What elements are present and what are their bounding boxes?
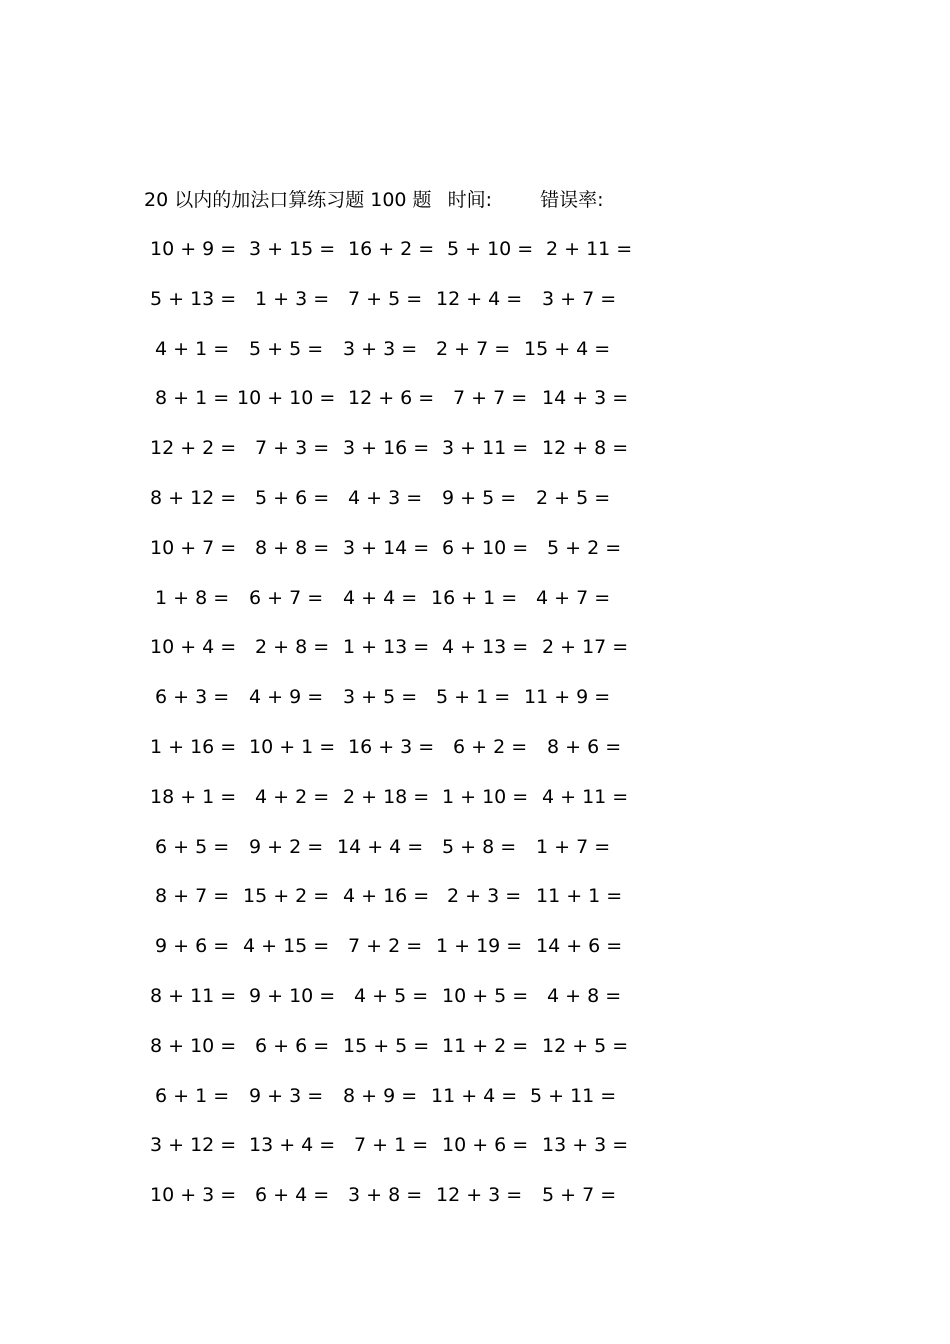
problem-row: [146, 1082, 636, 1132]
addition-problem: 5 + 13 =: [150, 287, 237, 310]
problem-row: [146, 285, 636, 335]
addition-problem: 7 + 2 =: [348, 935, 423, 958]
addition-problem: 6 + 7 =: [249, 586, 324, 609]
addition-problem: 10 + 5 =: [442, 984, 529, 1007]
addition-problem: 3 + 12 =: [150, 1134, 237, 1157]
addition-problem: 13 + 4 =: [249, 1134, 336, 1157]
addition-problem: 11 + 4 =: [431, 1084, 518, 1107]
problem-row: [146, 932, 636, 982]
addition-problem: 5 + 11 =: [530, 1084, 617, 1107]
addition-problem: 10 + 3 =: [150, 1184, 237, 1207]
addition-problem: 2 + 8 =: [255, 636, 330, 659]
addition-problem: 5 + 10 =: [447, 238, 534, 260]
addition-problem: 5 + 8 =: [442, 835, 517, 858]
addition-problem: 12 + 3 =: [436, 1184, 523, 1207]
problem-row: [146, 833, 636, 883]
addition-problem: 2 + 7 =: [436, 337, 511, 360]
addition-problem: 15 + 2 =: [243, 885, 330, 908]
addition-problem: 12 + 4 =: [436, 287, 523, 310]
addition-problem: 1 + 16 =: [150, 735, 237, 758]
addition-problem: 3 + 16 =: [343, 437, 430, 460]
addition-problem: 3 + 14 =: [343, 536, 430, 559]
addition-problem: 8 + 7 =: [155, 885, 230, 908]
problem-row: [146, 982, 636, 1032]
addition-problem: 4 + 7 =: [536, 586, 611, 609]
addition-problem: 6 + 6 =: [255, 1034, 330, 1057]
addition-problem: 1 + 3 =: [255, 287, 330, 310]
problem-row: [146, 683, 636, 733]
addition-problem: 3 + 11 =: [442, 437, 529, 460]
problem-row: [146, 235, 636, 285]
addition-problem: 4 + 1 =: [155, 337, 230, 360]
addition-problem: 4 + 3 =: [348, 486, 423, 509]
addition-problem: 9 + 3 =: [249, 1084, 324, 1107]
addition-problem: 8 + 8 =: [255, 536, 330, 559]
worksheet-title: 20 以内的加法口算练习题 100 题: [144, 189, 432, 211]
addition-problem: 6 + 1 =: [155, 1084, 230, 1107]
addition-problem: 16 + 3 =: [348, 735, 435, 758]
addition-problem: 5 + 7 =: [542, 1184, 617, 1207]
addition-problem: 7 + 5 =: [348, 287, 423, 310]
addition-problem: 10 + 9 =: [150, 238, 237, 260]
addition-problem: 10 + 6 =: [442, 1134, 529, 1157]
addition-problem: 2 + 5 =: [536, 486, 611, 509]
time-label: 时间:: [447, 189, 493, 211]
addition-problem: 10 + 4 =: [150, 636, 237, 659]
addition-problem: 8 + 9 =: [343, 1084, 418, 1107]
addition-problem: 13 + 3 =: [542, 1134, 629, 1157]
addition-problem: 12 + 5 =: [542, 1034, 629, 1057]
addition-problem: 1 + 7 =: [536, 835, 611, 858]
addition-problem: 3 + 3 =: [343, 337, 418, 360]
addition-problem: 8 + 11 =: [150, 984, 237, 1007]
addition-problem: 1 + 10 =: [442, 785, 529, 808]
problem-row: [146, 783, 636, 833]
addition-problem: 16 + 2 =: [348, 238, 435, 260]
addition-problem: 6 + 2 =: [453, 735, 528, 758]
addition-problem: 3 + 15 =: [249, 238, 336, 260]
addition-problem: 1 + 13 =: [343, 636, 430, 659]
addition-problem: 6 + 10 =: [442, 536, 529, 559]
addition-problem: 7 + 7 =: [453, 387, 528, 410]
addition-problem: 4 + 11 =: [542, 785, 629, 808]
problem-row: [146, 1181, 636, 1231]
addition-problem: 8 + 10 =: [150, 1034, 237, 1057]
addition-problem: 3 + 5 =: [343, 686, 418, 709]
problem-row: [146, 733, 636, 783]
problem-row: [146, 1131, 636, 1181]
addition-problem: 10 + 1 =: [249, 735, 336, 758]
addition-problem: 7 + 1 =: [354, 1134, 429, 1157]
addition-problem: 4 + 9 =: [249, 686, 324, 709]
addition-problem: 4 + 16 =: [343, 885, 430, 908]
problem-row: [146, 534, 636, 584]
addition-problem: 5 + 6 =: [255, 486, 330, 509]
addition-problem: 12 + 8 =: [542, 437, 629, 460]
addition-problem: 2 + 3 =: [447, 885, 522, 908]
addition-problem: 11 + 2 =: [442, 1034, 529, 1057]
addition-problem: 4 + 5 =: [354, 984, 429, 1007]
addition-problem: 5 + 5 =: [249, 337, 324, 360]
addition-problem: 12 + 2 =: [150, 437, 237, 460]
problem-grid: [146, 235, 636, 1231]
addition-problem: 3 + 7 =: [542, 287, 617, 310]
problem-row: [146, 335, 636, 385]
addition-problem: 14 + 4 =: [337, 835, 424, 858]
addition-problem: 10 + 7 =: [150, 536, 237, 559]
addition-problem: 10 + 10 =: [237, 387, 336, 410]
addition-problem: 4 + 13 =: [442, 636, 529, 659]
addition-problem: 5 + 1 =: [436, 686, 511, 709]
addition-problem: 6 + 5 =: [155, 835, 230, 858]
addition-problem: 2 + 18 =: [343, 785, 430, 808]
addition-problem: 1 + 19 =: [436, 935, 523, 958]
worksheet-header: [144, 186, 603, 214]
addition-problem: 7 + 3 =: [255, 437, 330, 460]
addition-problem: 5 + 2 =: [547, 536, 622, 559]
addition-problem: 14 + 6 =: [536, 935, 623, 958]
addition-problem: 9 + 6 =: [155, 935, 230, 958]
addition-problem: 2 + 17 =: [542, 636, 629, 659]
addition-problem: 8 + 6 =: [547, 735, 622, 758]
problem-row: [146, 633, 636, 683]
addition-problem: 11 + 9 =: [524, 686, 611, 709]
addition-problem: 2 + 11 =: [546, 238, 633, 260]
addition-problem: 8 + 1 =: [155, 387, 230, 410]
addition-problem: 16 + 1 =: [431, 586, 518, 609]
addition-problem: 9 + 5 =: [442, 486, 517, 509]
problem-row: [146, 384, 636, 434]
addition-problem: 4 + 8 =: [547, 984, 622, 1007]
problem-row: [146, 484, 636, 534]
addition-problem: 8 + 12 =: [150, 486, 237, 509]
addition-problem: 15 + 4 =: [524, 337, 611, 360]
problem-row: [146, 1032, 636, 1082]
problem-row: [146, 882, 636, 932]
addition-problem: 18 + 1 =: [150, 785, 237, 808]
addition-problem: 4 + 4 =: [343, 586, 418, 609]
addition-problem: 3 + 8 =: [348, 1184, 423, 1207]
addition-problem: 9 + 10 =: [249, 984, 336, 1007]
addition-problem: 1 + 8 =: [155, 586, 230, 609]
addition-problem: 9 + 2 =: [249, 835, 324, 858]
error-rate-label: 错误率:: [540, 189, 604, 211]
problem-row: [146, 434, 636, 484]
problem-row: [146, 584, 636, 634]
addition-problem: 6 + 3 =: [155, 686, 230, 709]
addition-problem: 11 + 1 =: [536, 885, 623, 908]
addition-problem: 15 + 5 =: [343, 1034, 430, 1057]
addition-problem: 4 + 15 =: [243, 935, 330, 958]
addition-problem: 4 + 2 =: [255, 785, 330, 808]
addition-problem: 14 + 3 =: [542, 387, 629, 410]
addition-problem: 6 + 4 =: [255, 1184, 330, 1207]
addition-problem: 12 + 6 =: [348, 387, 435, 410]
